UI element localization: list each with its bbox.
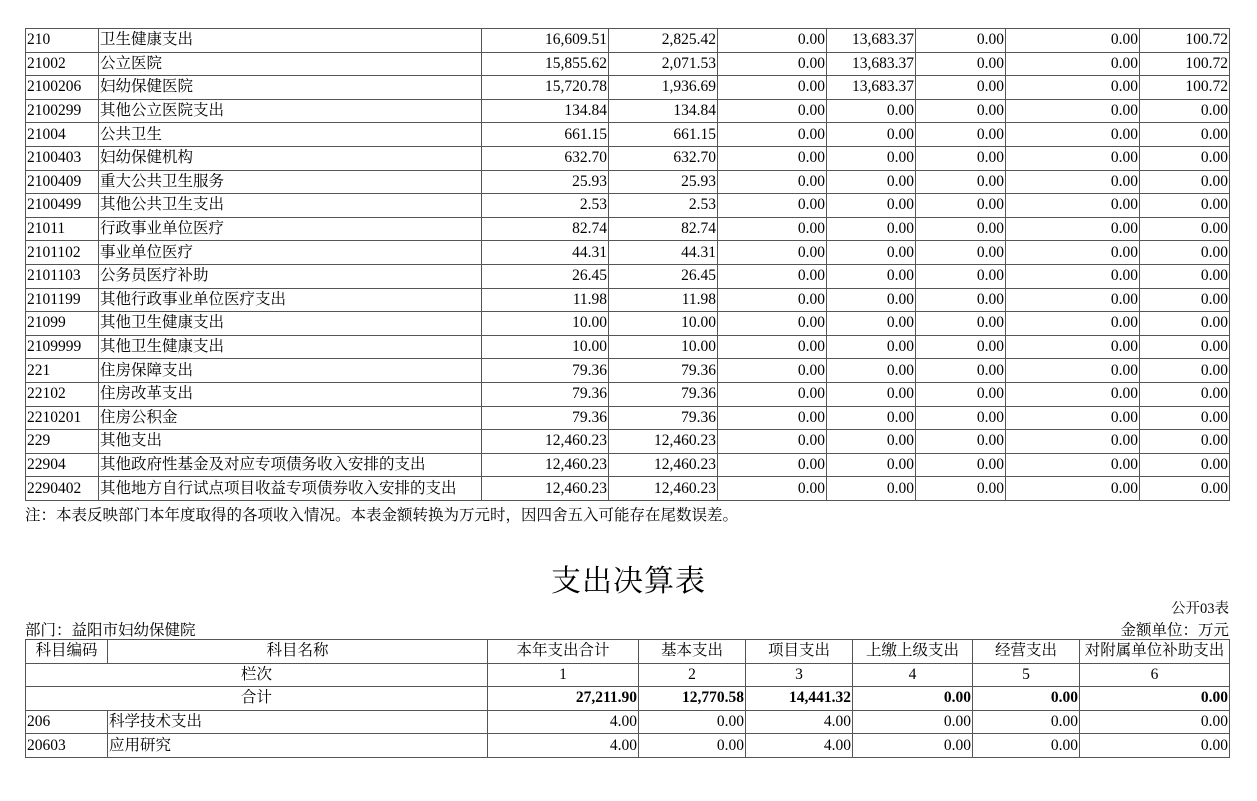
value-cell: 0.00 [639,710,746,734]
total-cell: 12,770.58 [639,687,746,711]
value-cell: 0.00 [1006,477,1140,501]
value-cell: 0.00 [1006,146,1140,170]
value-cell: 15,720.78 [482,76,609,100]
value-cell: 100.72 [1140,29,1230,53]
value-cell: 0.00 [1006,76,1140,100]
income-detail-table [25,28,1230,501]
table-row [26,76,1230,100]
code-cell: 2109999 [26,335,99,359]
value-cell: 0.00 [916,99,1006,123]
value-cell: 13,683.37 [827,52,916,76]
value-cell: 79.36 [609,359,718,383]
value-cell: 0.00 [827,264,916,288]
value-cell: 134.84 [482,99,609,123]
value-cell: 0.00 [973,734,1080,758]
value-cell: 0.00 [718,217,827,241]
name-cell: 其他公共卫生支出 [99,194,482,218]
value-cell: 25.93 [609,170,718,194]
table-row [26,29,1230,53]
value-cell: 0.00 [827,194,916,218]
value-cell: 0.00 [973,710,1080,734]
index-cell: 2 [639,663,746,687]
value-cell: 0.00 [718,99,827,123]
value-cell: 0.00 [916,406,1006,430]
value-cell: 0.00 [718,312,827,336]
table-row [26,453,1230,477]
table-row [26,359,1230,383]
header-cell: 基本支出 [639,640,746,664]
name-cell: 其他卫生健康支出 [99,312,482,336]
table-row [26,123,1230,147]
value-cell: 82.74 [482,217,609,241]
table-row [26,264,1230,288]
code-cell: 2100403 [26,146,99,170]
value-cell: 12,460.23 [609,453,718,477]
value-cell: 0.00 [718,288,827,312]
value-cell: 0.00 [916,52,1006,76]
value-cell: 79.36 [609,382,718,406]
value-cell: 12,460.23 [482,477,609,501]
value-cell: 0.00 [1140,312,1230,336]
name-cell: 住房公积金 [99,406,482,430]
value-cell: 0.00 [639,734,746,758]
table-row [26,194,1230,218]
value-cell: 0.00 [1140,430,1230,454]
value-cell: 0.00 [1080,710,1230,734]
index-cell: 5 [973,663,1080,687]
value-cell: 0.00 [718,146,827,170]
total-cell: 27,211.90 [488,687,639,711]
value-cell: 79.36 [482,359,609,383]
value-cell: 0.00 [718,76,827,100]
code-cell: 2101103 [26,264,99,288]
value-cell: 44.31 [609,241,718,265]
value-cell: 0.00 [827,241,916,265]
index-cell: 1 [488,663,639,687]
value-cell: 0.00 [916,29,1006,53]
value-cell: 0.00 [1140,170,1230,194]
value-cell: 100.72 [1140,52,1230,76]
value-cell: 661.15 [609,123,718,147]
value-cell: 0.00 [718,453,827,477]
value-cell: 0.00 [916,217,1006,241]
value-cell: 0.00 [1140,406,1230,430]
value-cell: 16,609.51 [482,29,609,53]
table-row [26,99,1230,123]
value-cell: 0.00 [718,52,827,76]
value-cell: 1,936.69 [609,76,718,100]
value-cell: 0.00 [916,312,1006,336]
value-cell: 0.00 [1006,123,1140,147]
code-cell: 2101102 [26,241,99,265]
value-cell: 0.00 [718,264,827,288]
code-cell: 2100299 [26,99,99,123]
value-cell: 0.00 [718,477,827,501]
value-cell: 0.00 [718,123,827,147]
total-label: 合计 [26,687,488,711]
index-label: 栏次 [26,663,488,687]
value-cell: 0.00 [1006,382,1140,406]
name-cell: 住房改革支出 [99,382,482,406]
value-cell: 0.00 [718,335,827,359]
name-cell: 重大公共卫生服务 [99,170,482,194]
name-cell: 妇幼保健医院 [99,76,482,100]
value-cell: 0.00 [827,146,916,170]
value-cell: 15,855.62 [482,52,609,76]
value-cell: 0.00 [1140,241,1230,265]
total-row [26,687,1230,711]
value-cell: 0.00 [827,217,916,241]
code-cell: 2101199 [26,288,99,312]
value-cell: 632.70 [482,146,609,170]
name-cell: 行政事业单位医疗 [99,217,482,241]
index-cell: 6 [1080,663,1230,687]
value-cell: 0.00 [1006,335,1140,359]
value-cell: 0.00 [1006,453,1140,477]
name-cell: 住房保障支出 [99,359,482,383]
value-cell: 2.53 [482,194,609,218]
value-cell: 26.45 [482,264,609,288]
value-cell: 4.00 [488,710,639,734]
table-row [26,477,1230,501]
total-cell: 0.00 [1080,687,1230,711]
code-cell: 229 [26,430,99,454]
page-title: 支出决算表 [551,565,706,598]
value-cell: 0.00 [916,288,1006,312]
table-row [26,734,1230,758]
name-cell: 卫生健康支出 [99,29,482,53]
table-note: 注：本表反映部门本年度取得的各项收入情况。本表金额转换为万元时，因四舍五入可能存在尾数误差。 [25,507,739,524]
value-cell: 10.00 [482,335,609,359]
value-cell: 0.00 [916,335,1006,359]
name-cell: 公共卫生 [99,123,482,147]
value-cell: 0.00 [916,146,1006,170]
name-cell: 其他地方自行试点项目收益专项债券收入安排的支出 [99,477,482,501]
name-cell: 事业单位医疗 [99,241,482,265]
table-row [26,52,1230,76]
value-cell: 0.00 [1006,170,1140,194]
value-cell: 0.00 [1140,453,1230,477]
value-cell: 0.00 [916,123,1006,147]
value-cell: 0.00 [1140,146,1230,170]
header-cell: 本年支出合计 [488,640,639,664]
value-cell: 0.00 [1140,194,1230,218]
value-cell: 4.00 [488,734,639,758]
code-cell: 2100409 [26,170,99,194]
header-cell: 经营支出 [973,640,1080,664]
value-cell: 0.00 [1006,359,1140,383]
table-row [26,710,1230,734]
value-cell: 12,460.23 [609,477,718,501]
code-cell: 21002 [26,52,99,76]
value-cell: 0.00 [1140,264,1230,288]
value-cell: 0.00 [718,29,827,53]
amount-unit-label: 金额单位：万元 [1120,622,1229,639]
value-cell: 0.00 [916,241,1006,265]
value-cell: 0.00 [827,123,916,147]
value-cell: 0.00 [827,477,916,501]
table-row [26,335,1230,359]
value-cell: 2,825.42 [609,29,718,53]
total-cell: 0.00 [853,687,973,711]
value-cell: 0.00 [1140,382,1230,406]
value-cell: 0.00 [916,477,1006,501]
code-cell: 21011 [26,217,99,241]
table-row [26,430,1230,454]
value-cell: 4.00 [746,734,853,758]
value-cell: 2.53 [609,194,718,218]
value-cell: 12,460.23 [609,430,718,454]
code-cell: 221 [26,359,99,383]
code-cell: 20603 [26,734,108,758]
name-cell: 公立医院 [99,52,482,76]
value-cell: 0.00 [1006,241,1140,265]
code-cell: 22904 [26,453,99,477]
name-cell: 妇幼保健机构 [99,146,482,170]
value-cell: 2,071.53 [609,52,718,76]
index-row [26,663,1230,687]
value-cell: 0.00 [827,430,916,454]
name-cell: 其他卫生健康支出 [99,335,482,359]
form-number: 公开03表 [1171,601,1229,617]
name-cell: 其他行政事业单位医疗支出 [99,288,482,312]
value-cell: 0.00 [916,170,1006,194]
value-cell: 79.36 [482,406,609,430]
table-row [26,406,1230,430]
value-cell: 0.00 [718,194,827,218]
value-cell: 0.00 [1006,264,1140,288]
value-cell: 632.70 [609,146,718,170]
value-cell: 134.84 [609,99,718,123]
total-cell: 0.00 [973,687,1080,711]
index-cell: 4 [853,663,973,687]
value-cell: 0.00 [827,288,916,312]
table-row [26,312,1230,336]
code-cell: 21004 [26,123,99,147]
value-cell: 0.00 [827,453,916,477]
value-cell: 661.15 [482,123,609,147]
index-cell: 3 [746,663,853,687]
value-cell: 0.00 [718,382,827,406]
value-cell: 0.00 [916,264,1006,288]
department-label: 部门：益阳市妇幼保健院 [25,622,196,639]
value-cell: 0.00 [827,312,916,336]
table-row [26,382,1230,406]
value-cell: 0.00 [718,430,827,454]
value-cell: 0.00 [1006,52,1140,76]
value-cell: 0.00 [1140,477,1230,501]
value-cell: 11.98 [482,288,609,312]
value-cell: 0.00 [916,359,1006,383]
value-cell: 0.00 [1006,288,1140,312]
value-cell: 44.31 [482,241,609,265]
value-cell: 0.00 [827,406,916,430]
code-cell: 21099 [26,312,99,336]
value-cell: 0.00 [827,99,916,123]
expenditure-table [25,639,1230,758]
value-cell: 0.00 [1140,99,1230,123]
name-cell: 其他支出 [99,430,482,454]
value-cell: 100.72 [1140,76,1230,100]
value-cell: 0.00 [1140,123,1230,147]
value-cell: 0.00 [853,734,973,758]
value-cell: 0.00 [1006,29,1140,53]
code-cell: 2100499 [26,194,99,218]
value-cell: 12,460.23 [482,430,609,454]
value-cell: 0.00 [827,170,916,194]
value-cell: 0.00 [1140,359,1230,383]
code-cell: 210 [26,29,99,53]
header-row [26,640,1230,664]
name-cell: 公务员医疗补助 [99,264,482,288]
value-cell: 0.00 [827,335,916,359]
name-cell: 科学技术支出 [108,710,488,734]
table-row [26,241,1230,265]
table-row [26,146,1230,170]
value-cell: 82.74 [609,217,718,241]
value-cell: 0.00 [718,406,827,430]
header-cell: 上缴上级支出 [853,640,973,664]
code-cell: 22102 [26,382,99,406]
value-cell: 0.00 [1006,406,1140,430]
header-cell: 科目名称 [108,640,488,664]
value-cell: 0.00 [718,170,827,194]
value-cell: 0.00 [1140,217,1230,241]
value-cell: 26.45 [609,264,718,288]
value-cell: 10.00 [609,312,718,336]
value-cell: 0.00 [827,382,916,406]
value-cell: 10.00 [482,312,609,336]
value-cell: 0.00 [1006,430,1140,454]
value-cell: 0.00 [1140,335,1230,359]
value-cell: 10.00 [609,335,718,359]
code-cell: 206 [26,710,108,734]
value-cell: 0.00 [916,430,1006,454]
value-cell: 0.00 [1140,288,1230,312]
value-cell: 0.00 [916,453,1006,477]
value-cell: 0.00 [916,194,1006,218]
code-cell: 2290402 [26,477,99,501]
code-cell: 2210201 [26,406,99,430]
value-cell: 79.36 [609,406,718,430]
total-cell: 14,441.32 [746,687,853,711]
value-cell: 0.00 [1080,734,1230,758]
value-cell: 0.00 [853,710,973,734]
code-cell: 2100206 [26,76,99,100]
value-cell: 0.00 [1006,194,1140,218]
value-cell: 79.36 [482,382,609,406]
value-cell: 0.00 [827,359,916,383]
value-cell: 13,683.37 [827,29,916,53]
table-row [26,170,1230,194]
value-cell: 13,683.37 [827,76,916,100]
value-cell: 0.00 [1006,312,1140,336]
header-cell: 项目支出 [746,640,853,664]
value-cell: 11.98 [609,288,718,312]
value-cell: 0.00 [718,241,827,265]
name-cell: 其他公立医院支出 [99,99,482,123]
name-cell: 应用研究 [108,734,488,758]
value-cell: 25.93 [482,170,609,194]
value-cell: 4.00 [746,710,853,734]
header-cell: 对附属单位补助支出 [1080,640,1230,664]
table-row [26,217,1230,241]
value-cell: 0.00 [1006,217,1140,241]
table-row [26,288,1230,312]
value-cell: 12,460.23 [482,453,609,477]
value-cell: 0.00 [1006,99,1140,123]
value-cell: 0.00 [718,359,827,383]
header-cell: 科目编码 [26,640,108,664]
value-cell: 0.00 [916,76,1006,100]
value-cell: 0.00 [916,382,1006,406]
name-cell: 其他政府性基金及对应专项债务收入安排的支出 [99,453,482,477]
